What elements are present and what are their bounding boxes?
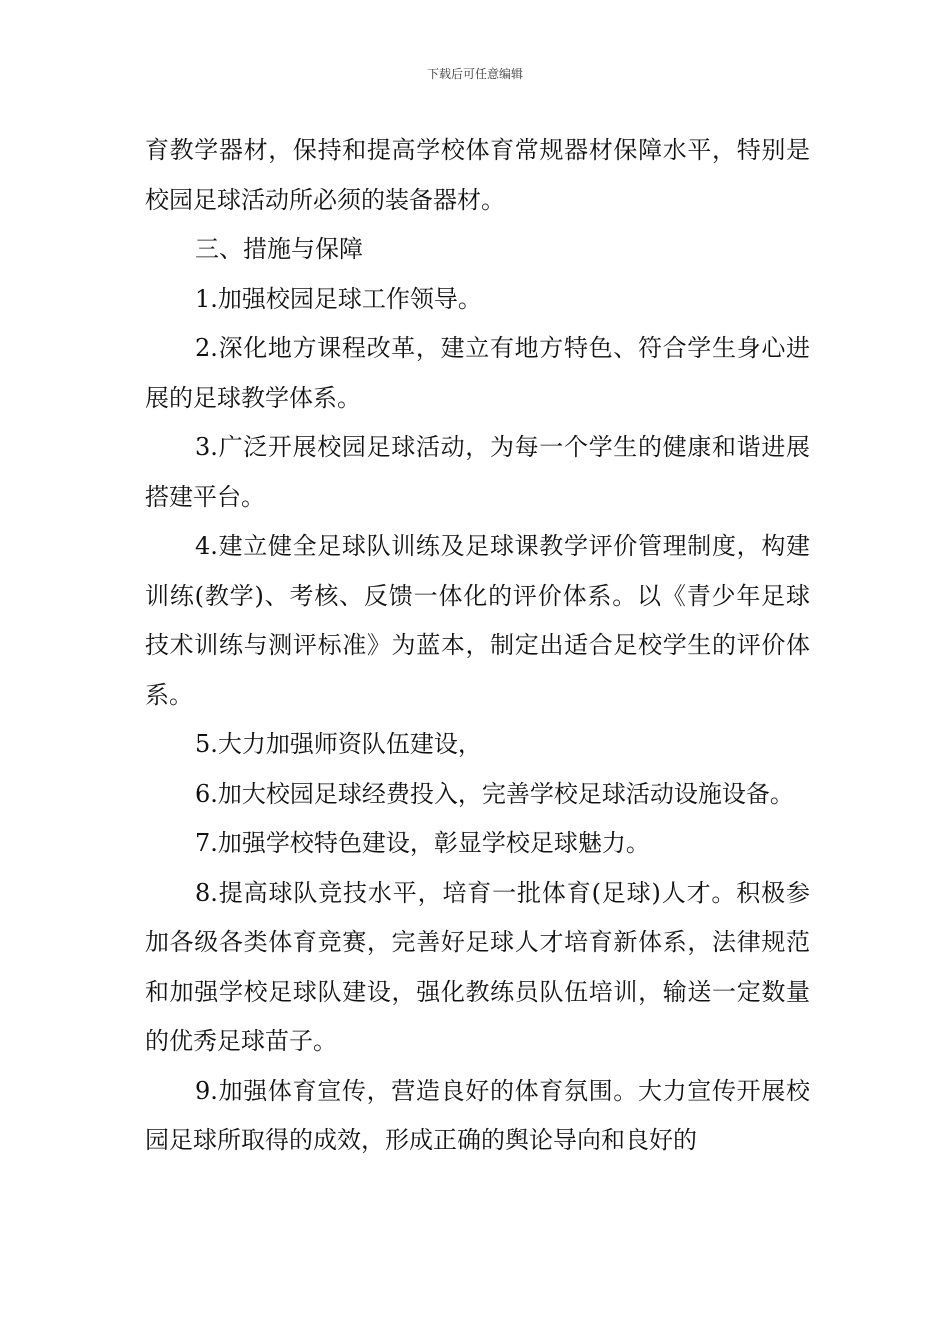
page-header-note: 下载后可任意编辑 <box>426 67 523 81</box>
list-item-3: 3.广泛开展校园足球活动，为每一个学生的健康和谐进展搭建平台。 <box>145 433 810 511</box>
list-item-7: 7.加强学校特色建设，彰显学校足球魅力。 <box>195 829 650 857</box>
list-item-1: 1.加强校园足球工作领导。 <box>195 284 482 313</box>
list-item-9: 9.加强体育宣传，营造良好的体育氛围。大力宣传开展校园足球所取得的成效，形成正确的舆论导向和良好的 <box>145 1076 810 1154</box>
document-body <box>145 126 810 1166</box>
list-item-2: 2.深化地方课程改革，建立有地方特色、符合学生身心进展的足球教学体系。 <box>145 334 810 412</box>
section-heading-measures: 三、措施与保障 <box>195 235 363 263</box>
list-item-6: 6.加大校园足球经费投入，完善学校足球活动设施设备。 <box>195 779 794 808</box>
list-item-4: 4.建立健全足球队训练及足球课教学评价管理制度，构建训练(教学)、考核、反馈一体化的评价体系。以《青少年足球技术训练与测评标准》为蓝本，制定出适合足校学生的评价体系。 <box>145 532 810 709</box>
list-item-8: 8.提高球队竞技水平，培育一批体育(足球)人才。积极参加各级各类体育竞赛，完善好足球人才培育新体系，法律规范和加强学校足球队建设，强化教练员队伍培训，输送一定数量的优秀足球苗子。 <box>145 878 810 1055</box>
paragraph-continuation: 育教学器材，保持和提高学校体育常规器材保障水平，特别是校园足球活动所必须的装备器材。 <box>145 136 810 214</box>
list-item-5: 5.大力加强师资队伍建设， <box>195 730 482 758</box>
